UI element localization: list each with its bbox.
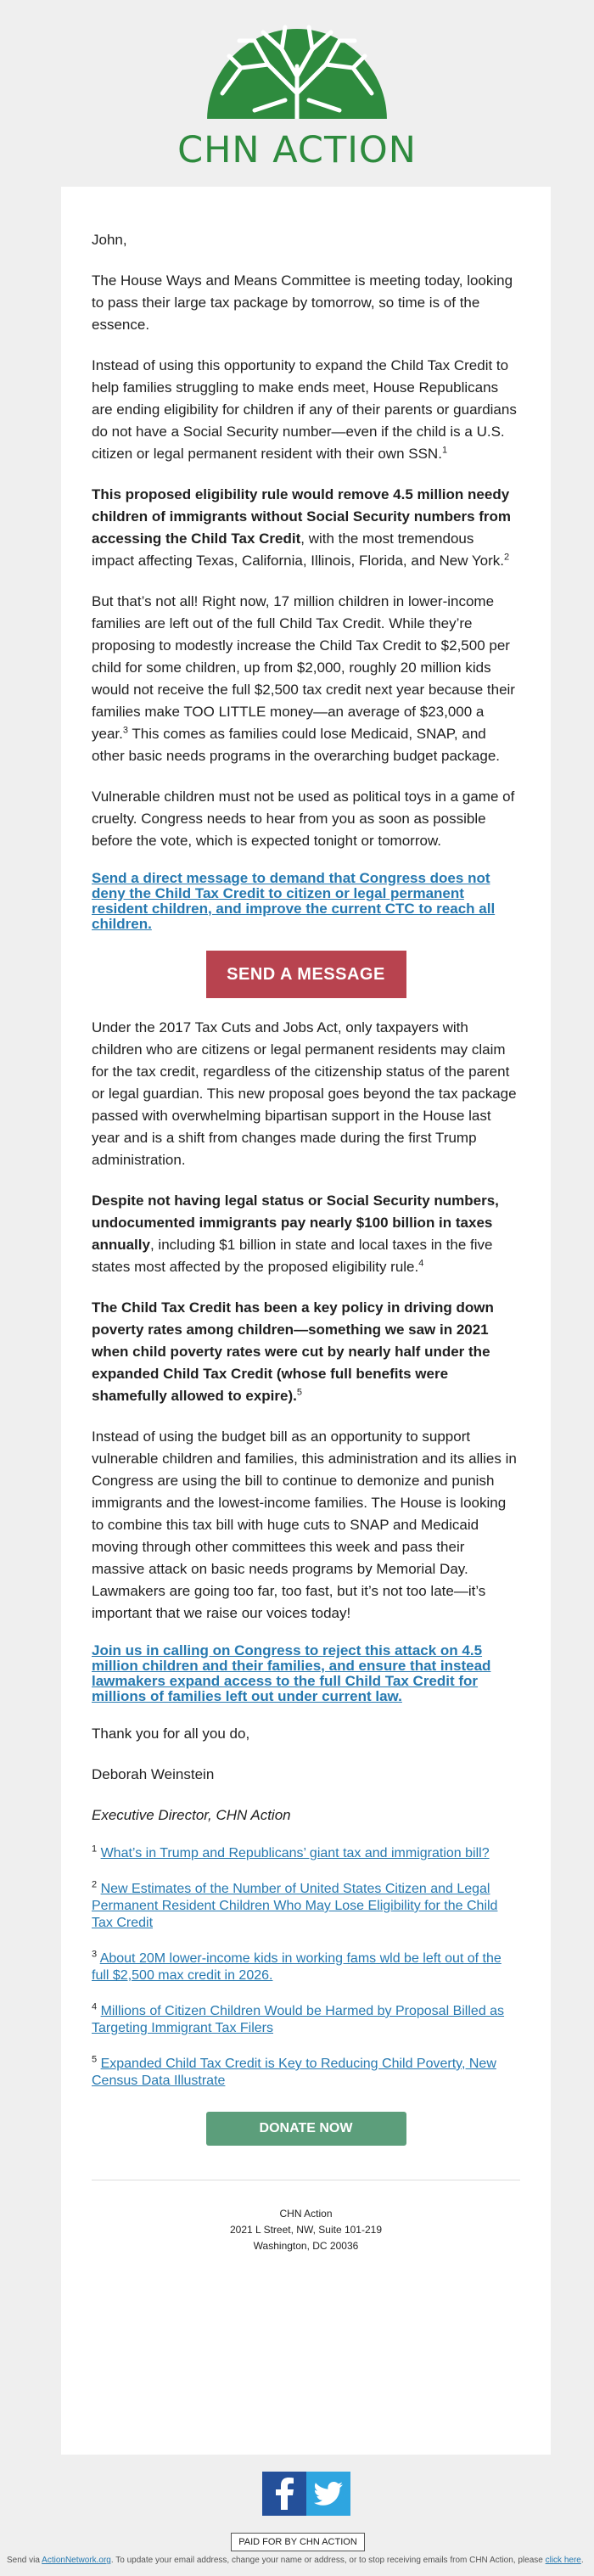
paragraph-6: Under the 2017 Tax Cuts and Jobs Act, only taxpayers with children who are citizens or legal permanent residents may claim for the tax credit, regardless of the citizenship status of the parent or legal guardian. This new proposal goes beyond the tax package passed with overwhelming bipartisan support in the House last year and is a shift from changes made during the first Trump administration. <box>92 1019 517 1168</box>
twitter-bird-icon <box>314 2482 343 2506</box>
facebook-icon[interactable] <box>262 2472 306 2516</box>
social-links <box>262 2472 350 2516</box>
footer-middle: . To update your email address, change your name or address, or to stop receiving emails from CHN Action, please <box>110 2556 546 2565</box>
paragraph-4-text-b: This comes as families could lose Medicaid, SNAP, and other basic needs programs in the overarching budget package. <box>92 726 501 764</box>
mailing-address <box>92 2206 520 2254</box>
footnote-item <box>92 2003 520 2037</box>
footnote-item <box>92 2056 520 2090</box>
footnote-number: 5 <box>92 2054 98 2065</box>
paragraph-4 <box>92 591 520 767</box>
footnote-number: 3 <box>92 1949 98 1960</box>
header <box>0 0 594 187</box>
footnote-number: 1 <box>92 1844 98 1855</box>
paragraph-7-text: , including $1 billion in state and local taxes in the five states most affected by the proposed eligibility rule. <box>92 1237 493 1275</box>
address-org: CHN Action <box>279 2208 333 2220</box>
footnote-link[interactable]: New Estimates of the Number of United States Citizen and Legal Permanent Resident Children Who May Lose Eligibility for the Child Tax Credit <box>92 1882 498 1930</box>
paragraph-4-text-a: But that’s not all! Right now, 17 million children in lower-income families are left out of the full Child Tax Credit. While they’re proposing to modestly increase the Child Tax Credit to $2,500 per child for some children, up from $2,000, roughly 20 million kids would not receive the full $2,500 tax credit next year because their families make TOO LITTLE money—an average of $23,000 a year. <box>92 593 515 742</box>
paragraph-8 <box>92 1297 520 1407</box>
cta-link-send-message[interactable]: Send a direct message to demand that Congress does not deny the Child Tax Credit to citizen or legal permanent resident children, and improve the current CTC to reach all children. <box>92 870 496 932</box>
footnote-link[interactable]: Expanded Child Tax Credit is Key to Reducing Child Poverty, New Census Data Illustrate <box>92 2057 496 2088</box>
footnotes-list <box>92 1845 520 2090</box>
paragraph-7-bold: Despite not having legal status or Social Security numbers, undocumented immigrants pay nearly $100 billion in taxes annually <box>92 1193 499 1253</box>
footnote-number: 4 <box>92 2001 98 2012</box>
footnote-link[interactable]: Millions of Citizen Children Would be Harmed by Proposal Billed as Targeting Immigrant Tax Filers <box>92 2004 505 2035</box>
address-street: 2021 L Street, NW, Suite 101-219 <box>230 2224 382 2236</box>
footnote-item <box>92 1881 520 1932</box>
brand-name: CHN ACTION <box>177 129 417 171</box>
paragraph-3 <box>92 484 520 572</box>
footnote-ref-3: 3 <box>122 725 128 736</box>
thanks-text: Thank you for all you do, <box>92 1726 250 1742</box>
paragraph-1: The House Ways and Means Committee is meeting today, looking to pass their large tax package by tomorrow, so time is of the essence. <box>92 272 513 333</box>
paragraph-7 <box>92 1190 520 1278</box>
paragraph-3-text: , with the most tremendous impact affecting Texas, California, Illinois, Florida, and New York. <box>92 530 505 569</box>
action-network-link[interactable]: ActionNetwork.org <box>42 2556 111 2565</box>
paragraph-8-bold: The Child Tax Credit has been a key policy in driving down poverty rates among children—something we saw in 2021 when child poverty rates were cut by nearly half under the expanded Child Tax Credit (whose full benefits were shamefully allowed to expire). <box>92 1299 494 1404</box>
email-card <box>61 187 551 2455</box>
signer-title: Executive Director, CHN Action <box>92 1807 291 1823</box>
paragraph-9: Instead of using the budget bill as an opportunity to support vulnerable children and families, this administration and its allies in Congress are using the bill to continue to demonize and punish immigrants and the lowest-income families. The House is looking to combine this tax bill with huge cuts to SNAP and Medicaid moving through other committees this week and pass their massive attack on basic needs programs by Memorial Day. Lawmakers are going too far, too fast, but it’s not too late—it’s important that we raise our voices today! <box>92 1428 517 1621</box>
paragraph-3-bold: This proposed eligibility rule would remove 4.5 million needy children of immigrants without Social Security numbers from accessing the Child Tax Credit <box>92 486 512 547</box>
footer-note <box>7 2556 587 2566</box>
footnote-link[interactable]: What’s in Trump and Republicans’ giant tax and immigration bill? <box>100 1846 490 1860</box>
greeting: John, <box>92 232 127 248</box>
email-body <box>92 229 520 2254</box>
footnote-link[interactable]: About 20M lower-income kids in working fams wld be left out of the full $2,500 max credit in 2026. <box>92 1951 502 1983</box>
paragraph-2 <box>92 355 520 465</box>
footnote-ref-2: 2 <box>504 552 510 563</box>
twitter-icon[interactable] <box>306 2472 350 2516</box>
facebook-glyph-icon <box>272 2478 297 2510</box>
footnote-ref-5: 5 <box>296 1387 302 1398</box>
footer-suffix: . <box>580 2556 584 2565</box>
signer-name: Deborah Weinstein <box>92 1766 215 1782</box>
cta-link-join-us[interactable]: Join us in calling on Congress to reject this attack on 4.5 million children and their families, and ensure that instead lawmakers expand access to the full Child Tax Credit for millions of families left out under current law. <box>92 1642 491 1704</box>
paid-for-disclaimer: PAID FOR BY CHN ACTION <box>231 2533 365 2551</box>
donate-now-button[interactable]: DONATE NOW <box>206 2112 406 2146</box>
footnote-item <box>92 1845 520 1862</box>
send-message-button[interactable]: SEND A MESSAGE <box>206 951 406 998</box>
footnote-item <box>92 1950 520 1984</box>
footer-prefix: Send via <box>7 2556 42 2565</box>
footnote-ref-4: 4 <box>418 1258 424 1269</box>
footnote-number: 2 <box>92 1879 98 1890</box>
unsubscribe-link[interactable]: click here <box>545 2556 581 2565</box>
paragraph-2-text: Instead of using this opportunity to expand the Child Tax Credit to help families struggling to make ends meet, House Republicans are ending eligibility for children if any of their parents or guardians do not have a Social Security number—even if the child is a U.S. citizen or legal permanent resident with their own SSN. <box>92 357 517 462</box>
address-city: Washington, DC 20036 <box>253 2240 359 2252</box>
tree-logo-icon <box>204 15 390 126</box>
paragraph-5: Vulnerable children must not be used as political toys in a game of cruelty. Congress needs to hear from you as soon as possible before the vote, which is expected tonight or tomorrow. <box>92 789 515 849</box>
footnote-ref-1: 1 <box>441 445 448 456</box>
